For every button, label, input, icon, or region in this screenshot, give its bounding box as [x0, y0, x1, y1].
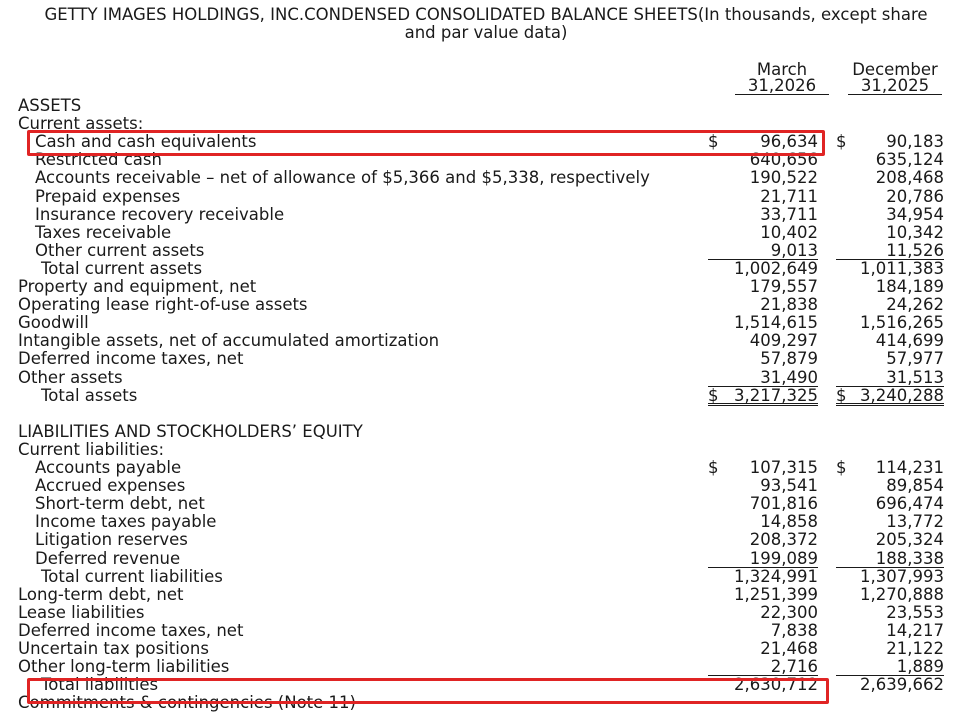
row-label: Income taxes payable	[35, 512, 217, 532]
table-row	[0, 640, 972, 658]
value-december-2025: 11,526	[836, 242, 944, 260]
value-december-2025: 89,854	[886, 476, 944, 496]
table-row	[0, 568, 972, 586]
table-row	[0, 604, 972, 622]
value-march-2026: 199,089	[708, 550, 818, 568]
row-label: Total current liabilities	[41, 566, 223, 586]
value-december-2025: 24,262	[886, 295, 944, 315]
currency-symbol: $	[708, 385, 719, 405]
table-row	[0, 622, 972, 640]
value-march-2026: 2,716	[708, 658, 818, 676]
value-march-2026: 107,315	[749, 458, 818, 477]
row-label: Prepaid expenses	[35, 186, 181, 206]
row-label: Deferred income taxes, net	[18, 620, 244, 640]
row-label: Commitments & contingencies (Note 11)	[18, 693, 356, 713]
table-row	[0, 350, 972, 368]
value-march-2026: 21,711	[760, 186, 818, 206]
value-december-2025: 10,342	[886, 222, 944, 242]
row-label: Intangible assets, net of accumulated amortization	[18, 331, 440, 351]
value-march-2026: 2,630,712	[734, 675, 818, 695]
value-march-2026: 701,816	[749, 494, 818, 514]
table-row	[0, 658, 972, 676]
table-row	[0, 531, 972, 549]
value-march-2026: 409,297	[749, 331, 818, 351]
highlight-box-cash	[27, 130, 825, 156]
value-december-2025: 2,639,662	[860, 675, 944, 695]
value-december-2025: 20,786	[886, 186, 944, 206]
value-march-2026: 57,879	[760, 349, 818, 369]
value-december-2025: 188,338	[836, 550, 944, 568]
value-december-2025: 14,217	[886, 620, 944, 640]
table-row	[0, 423, 972, 441]
value-december-2025: 1,516,265	[860, 313, 944, 333]
value-march-2026: 9,013	[708, 242, 818, 260]
row-label: ASSETS	[18, 96, 82, 115]
table-row	[0, 188, 972, 206]
statement-title	[0, 6, 972, 42]
table-row	[0, 260, 972, 278]
title-line-1: GETTY IMAGES HOLDINGS, INC.CONDENSED CONSOLIDATED BALANCE SHEETS(In thousands, except share	[44, 5, 928, 24]
row-label: Litigation reserves	[35, 530, 188, 550]
value-march-2026: 3,217,325	[708, 387, 818, 406]
currency-symbol: $	[836, 132, 847, 152]
table-row	[0, 332, 972, 350]
currency-symbol: $	[708, 458, 719, 477]
value-december-2025: 635,124	[875, 150, 944, 170]
row-label: Goodwill	[18, 313, 89, 333]
row-label: Other assets	[18, 367, 123, 387]
row-label: Total liabilities	[41, 675, 159, 695]
value-december-2025: 1,011,383	[860, 258, 944, 278]
row-label: Restricted cash	[35, 150, 162, 170]
column-header-line-2: 31,2026	[735, 78, 829, 95]
table-row	[0, 278, 972, 296]
table-row	[0, 459, 972, 477]
highlight-box-total-liabilities	[27, 675, 829, 704]
value-march-2026: 21,468	[760, 639, 818, 658]
value-march-2026: 208,372	[749, 530, 818, 550]
value-march-2026: 96,634	[760, 132, 818, 152]
value-march-2026: 10,402	[760, 222, 818, 242]
table-row	[0, 314, 972, 332]
value-december-2025: 1,889	[836, 658, 944, 676]
value-march-2026: 1,251,399	[734, 584, 818, 604]
value-december-2025: 21,122	[886, 639, 944, 658]
title-line-2: and par value data)	[404, 23, 568, 42]
table-row	[0, 169, 972, 187]
table-row	[0, 405, 972, 423]
value-march-2026: 1,324,991	[734, 566, 818, 586]
value-december-2025: 696,474	[875, 494, 944, 514]
value-march-2026: 21,838	[760, 295, 818, 315]
row-label: Cash and cash equivalents	[35, 132, 257, 152]
table-row	[0, 495, 972, 513]
row-label: Deferred income taxes, net	[18, 349, 244, 369]
value-december-2025: 1,270,888	[860, 584, 944, 604]
row-label: Total assets	[41, 385, 138, 405]
row-label: Accounts receivable – net of allowance of $5,366 and $5,338, respectively	[35, 168, 650, 188]
value-march-2026: 7,838	[770, 620, 818, 640]
row-label: Other current assets	[35, 240, 205, 260]
row-label: Current liabilities:	[18, 439, 165, 459]
table-row	[0, 296, 972, 314]
value-march-2026: 22,300	[760, 602, 818, 622]
value-march-2026: 179,557	[749, 277, 818, 296]
value-december-2025: 57,977	[886, 349, 944, 369]
value-december-2025: 13,772	[886, 512, 944, 532]
value-december-2025: 34,954	[886, 204, 944, 224]
value-march-2026: 1,002,649	[734, 258, 818, 278]
column-header-line-1: December	[852, 60, 938, 79]
table-row	[0, 206, 972, 224]
column-header-march	[735, 62, 829, 95]
table-row	[0, 387, 972, 405]
table-row	[0, 441, 972, 459]
value-march-2026: 31,490	[708, 369, 818, 387]
row-label: Taxes receivable	[35, 222, 172, 242]
row-label: LIABILITIES AND STOCKHOLDERS’ EQUITY	[18, 421, 363, 441]
value-december-2025: 114,231	[875, 458, 944, 477]
column-header-line-2: 31,2025	[848, 78, 942, 95]
value-march-2026: 14,858	[760, 512, 818, 532]
row-label: Long-term debt, net	[18, 584, 184, 604]
value-march-2026: 640,656	[749, 150, 818, 170]
row-label: Insurance recovery receivable	[35, 204, 285, 224]
row-label: Accrued expenses	[35, 476, 186, 496]
table-row	[0, 97, 972, 115]
value-december-2025: 31,513	[836, 369, 944, 387]
column-header-december	[848, 62, 942, 95]
value-december-2025: 3,240,288	[836, 387, 944, 406]
value-december-2025: 205,324	[875, 530, 944, 550]
row-label: Property and equipment, net	[18, 277, 257, 296]
row-label: Current assets:	[18, 114, 144, 134]
value-december-2025: 414,699	[875, 331, 944, 351]
row-label: Lease liabilities	[18, 602, 145, 622]
table-row	[0, 224, 972, 242]
row-label: Total current assets	[41, 258, 203, 278]
value-march-2026: 93,541	[760, 476, 818, 496]
value-december-2025: 23,553	[886, 602, 944, 622]
table-row	[0, 369, 972, 387]
currency-symbol: $	[836, 458, 847, 477]
table-row	[0, 550, 972, 568]
table-row	[0, 242, 972, 260]
row-label: Accounts payable	[35, 458, 182, 477]
column-header-line-1: March	[756, 60, 808, 79]
row-label: Other long-term liabilities	[18, 657, 230, 677]
table-row	[0, 477, 972, 495]
value-december-2025: 1,307,993	[860, 566, 944, 586]
value-december-2025: 184,189	[875, 277, 944, 296]
row-label: Operating lease right-of-use assets	[18, 295, 308, 315]
row-label: Short-term debt, net	[35, 494, 205, 514]
value-december-2025: 208,468	[875, 168, 944, 188]
row-label: Uncertain tax positions	[18, 639, 209, 658]
table-row	[0, 513, 972, 531]
value-march-2026: 1,514,615	[734, 313, 818, 333]
value-march-2026: 33,711	[760, 204, 818, 224]
value-december-2025: 90,183	[886, 132, 944, 152]
table-row	[0, 586, 972, 604]
currency-symbol: $	[708, 132, 719, 152]
row-label: Deferred revenue	[35, 548, 181, 568]
value-march-2026: 190,522	[749, 168, 818, 188]
currency-symbol: $	[836, 385, 847, 405]
